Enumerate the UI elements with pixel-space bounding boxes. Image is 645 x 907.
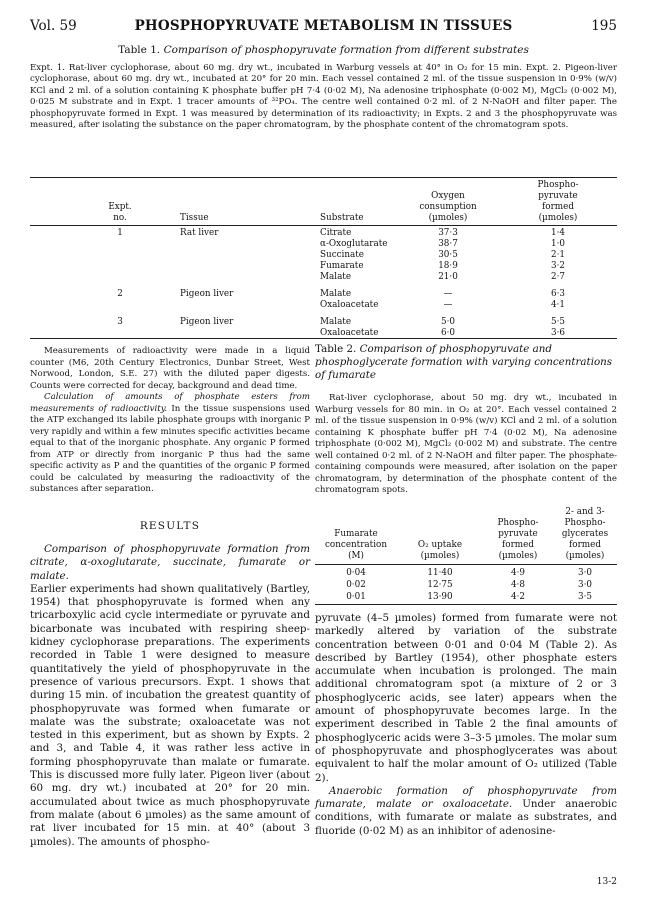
table2-cell-pg: 3·0 (578, 580, 592, 590)
table1-cell-expt: 1 (117, 228, 123, 238)
methods-radioactivity (30, 346, 310, 496)
t1-head-substrate: Substrate (320, 213, 364, 223)
t1-head-oxygen-3: (µmoles) (428, 213, 468, 223)
table1-title: Comparison of phosphopyruvate formation from different substrates (163, 44, 529, 56)
table1-cell-substrate: α-Oxoglutarate (320, 239, 388, 249)
methods-paragraph-1: Measurements of radioactivity were made in a liquid counter (M6, 20th Century Electronics, Dunbar Street, West Norwood, London, S.E. 27) with the diluted paper digests. Counts were corrected for decay, background and dead time. (30, 346, 310, 391)
table1-caption (30, 44, 617, 56)
table2-cell-o2: 11·40 (427, 568, 453, 578)
t2-head-pp-3: formed (502, 540, 534, 550)
table1-cell-oxygen: 21·0 (438, 272, 458, 282)
table1-cell-phospho: 2·1 (551, 250, 565, 260)
table2-header-rule (315, 564, 617, 565)
signature-mark: 13-2 (596, 877, 617, 887)
t2-head-pp-4: (µmoles) (498, 551, 538, 561)
table1-cell-oxygen: 18·9 (438, 261, 458, 271)
table1-cell-phospho: 3·2 (551, 261, 565, 271)
table2-cell-fum: 0·02 (346, 580, 366, 590)
table1 (30, 177, 617, 337)
t1-head-oxygen-2: consumption (419, 202, 477, 212)
table1-cell-oxygen: 30·5 (438, 250, 458, 260)
table1-cell-tissue: Pigeon liver (180, 289, 234, 299)
t1-head-expt-2: no. (113, 213, 127, 223)
table1-header-rule (30, 225, 617, 226)
t1-head-tissue: Tissue (180, 213, 209, 223)
right-paragraph-2 (315, 785, 617, 838)
table1-cell-phospho: 6·3 (551, 289, 565, 299)
t1-head-expt-1: Expt. (108, 202, 132, 212)
table1-cell-substrate: Citrate (320, 228, 352, 238)
table1-cell-phospho: 4·1 (551, 300, 565, 310)
t2-head-pg-1: 2- and 3- (565, 507, 605, 517)
anaerobic-subheading: Anaerobic formation of phosphopyruvate from fumarate, malate or oxaloacetate. (315, 784, 617, 811)
table2-cell-pp: 4·2 (511, 592, 525, 602)
table1-top-rule (30, 177, 617, 178)
table1-cell-oxygen: 37·3 (438, 228, 458, 238)
table1-cell-substrate: Malate (320, 272, 352, 282)
t2-head-o2-2: (µmoles) (420, 551, 460, 561)
table1-note: Expt. 1. Rat-liver cyclophorase, about 60 mg. dry wt., incubated in Warburg vessels at 40° in O₂ for 15 min. Expt. 2. Pigeon-liver cyclophorase, about 60 mg. dry wt., incubated at 20° for 20 min. Each vessel contained 2 ml. of the tissue suspension in 0·9% (w/v) KCl and 2 ml. of a solution containing K phosphate buffer pH 7·4 (0·02 M), Na adenosine triphosphate (0·002 M), MgCl₂ (0·002 M), 0·025 M substrate and in Expt. 1 tracer amounts of ³²PO₄. The centre well contained 0·2 ml. of 2 N-NaOH and filter paper. The phosphopyruvate formed in Expt. 1 was measured by determination of its radioactivity; in Expts. 2 and 3 the phosphopyruvate was measured, after isolating the substance on the paper chromatogram, by the phosphate content of the chromatogram spots. (30, 63, 617, 131)
table1-cell-tissue: Pigeon liver (180, 317, 234, 327)
table2-cell-pp: 4·9 (511, 568, 525, 578)
table2-cell-pg: 3·5 (578, 592, 592, 602)
table1-cell-substrate: Malate (320, 317, 352, 327)
right-paragraph-1: pyruvate (4–5 µmoles) formed from fumarate were not markedly altered by variation of the substrate concentration between 0·01 and 0·04 M (Table 2). As described by Bartley (1954), other phosphate esters accumulate when incubation is prolonged. The main additional chromatogram spot (a mixture of 2 or 3 phosphoglyceric acids, see later) appears when the amount of phosphopyruvate becomes large. In the experiment described in Table 2 the final amounts of phosphoglyceric acids were 3–3·5 µmoles. The molar sum of phosphopyruvate and phosphoglycerates was about equivalent to half the molar amount of O₂ utilized (Table 2). (315, 612, 617, 784)
t2-head-pp-1: Phospho- (497, 518, 539, 528)
table1-cell-substrate: Succinate (320, 250, 365, 260)
running-title: PHOSPHOPYRUVATE METABOLISM IN TISSUES (134, 18, 513, 34)
table1-cell-tissue: Rat liver (180, 228, 219, 238)
table2-cell-pg: 3·0 (578, 568, 592, 578)
table1-cell-phospho: 2·7 (551, 272, 565, 282)
table1-cell-oxygen: 6·0 (441, 328, 455, 338)
table1-cell-substrate: Fumarate (320, 261, 364, 271)
results-subheading: Comparison of phosphopyruvate formation from citrate, α-oxoglutarate, succinate, fumarate or malate. (30, 543, 310, 582)
table2-caption (315, 343, 617, 382)
t1-head-phospho-1: Phospho- (537, 180, 579, 190)
t2-head-pg-3: glycerates (561, 529, 609, 539)
table2-cell-o2: 13·90 (427, 592, 453, 602)
t2-head-pg-4: formed (569, 540, 601, 550)
table2-title: Comparison of phosphopyruvate and phosphoglycerate formation with varying concentrations of fumarate (315, 343, 613, 381)
table2-note: Rat-liver cyclophorase, about 50 mg. dry wt., incubated in Warburg vessels for 80 min. in O₂ at 20°. Each vessel contained 2 ml. of the tissue suspension in 0·9% (w/v) KCl and 2 ml. of a solution containing K phosphate buffer pH 7·4 (0·02 M), Na adenosine triphosphate (0·002 M), MgCl₂ (0·002 M) and substrate. The centre well contained 0·2 ml. of 2 N-NaOH and filter paper. The phosphate-containing compounds were measured, after isolation on the paper chromatogram, by determination of the phosphate content of the chromatogram spots. (315, 393, 617, 495)
t1-head-phospho-2: pyruvate (538, 191, 578, 201)
table2-cell-fum: 0·01 (346, 592, 366, 602)
methods-subheading: Calculation of amounts of phosphate esters from measurements of radioactivity. (30, 392, 310, 414)
t2-head-pg-2: Phospho- (564, 518, 606, 528)
table1-cell-oxygen: — (443, 300, 453, 310)
volume-label: Vol. 59 (30, 18, 77, 34)
table1-cell-substrate: Oxaloacetate (320, 300, 379, 310)
table1-cell-substrate: Malate (320, 289, 352, 299)
t2-head-o2-1: O₂ uptake (417, 540, 463, 550)
table1-cell-oxygen: — (443, 289, 453, 299)
page-number: 195 (591, 18, 617, 34)
methods-paragraph-2 (30, 392, 310, 496)
t2-head-fum-2: concentration (325, 540, 387, 550)
t2-head-pg-5: (µmoles) (565, 551, 605, 561)
t1-head-oxygen-1: Oxygen (431, 191, 465, 201)
table2-cell-o2: 12·75 (427, 580, 453, 590)
table1-bottom-rule (30, 338, 617, 339)
table2 (315, 507, 617, 603)
table1-cell-substrate: Oxaloacetate (320, 328, 379, 338)
t1-head-phospho-3: formed (542, 202, 574, 212)
right-paragraph-2-text: Under anaerobic conditions, with fumarate or malate as substrates, and fluoride (0·02 M) as an inhibitor of adenosine- (315, 798, 617, 837)
table1-cell-oxygen: 38·7 (438, 239, 458, 249)
table1-cell-oxygen: 5·0 (441, 317, 455, 327)
table1-cell-phospho: 1·4 (551, 228, 565, 238)
table1-cell-expt: 2 (117, 289, 123, 299)
table1-cell-expt: 3 (117, 317, 123, 327)
right-column-text (315, 612, 617, 838)
table1-label: Table 1. (118, 44, 161, 56)
methods-paragraph-2-text: In the tissue suspensions used the ATP exchanged its labile phosphate groups with inorganic P very rapidly and within a few minutes specific activities became equal to that of the inorganic phosphate. Any organic P formed from ATP or directly from inorganic P thus had the same specific activity as P and the quantities of the organic P formed could be calculated by measuring the radioactivity of the substances after separation. (30, 403, 311, 494)
t1-head-phospho-4: (µmoles) (538, 213, 578, 223)
table1-cell-phospho: 5·5 (551, 317, 565, 327)
table2-cell-fum: 0·04 (346, 568, 366, 578)
results-section (30, 543, 310, 849)
table2-cell-pp: 4·8 (511, 580, 525, 590)
table1-cell-phospho: 3·6 (551, 328, 565, 338)
table2-bottom-rule (315, 604, 617, 605)
results-paragraph: Earlier experiments had shown qualitatively (Bartley, 1954) that phosphopyruvate is formed when any tricarboxylic acid cycle intermediate or pyruvate and bicarbonate was incubated with respiring sheep-kidney cyclophorase preparations. The experiments recorded in Table 1 were designed to measure quantitatively the yield of phosphopyruvate in the presence of various precursors. Expt. 1 shows that during 15 min. of incubation the greatest quantity of phosphopyruvate was formed when fumarate or malate was the substrate; oxaloacetate was not tested in this experiment, but as shown by Expts. 2 and 3, and Table 4, it was rather less active in forming phosphopyruvate than malate or fumarate. This is discussed more fully later. Pigeon liver (about 60 mg. dry wt.) incubated at 20° for 20 min. accumulated about twice as much phosphopyruvate from malate (about 6 µmoles) as the same amount of rat liver incubated for 15 min. at 40° (about 3 µmoles). The amounts of phospho- (30, 582, 310, 848)
results-heading: RESULTS (139, 520, 201, 532)
table2-label: Table 2. (315, 343, 357, 355)
t2-head-fum-3: (M) (348, 551, 364, 561)
table1-cell-phospho: 1·0 (551, 239, 565, 249)
t2-head-fum-1: Fumarate (334, 529, 378, 539)
running-header (30, 18, 617, 38)
t2-head-pp-2: pyruvate (498, 529, 538, 539)
